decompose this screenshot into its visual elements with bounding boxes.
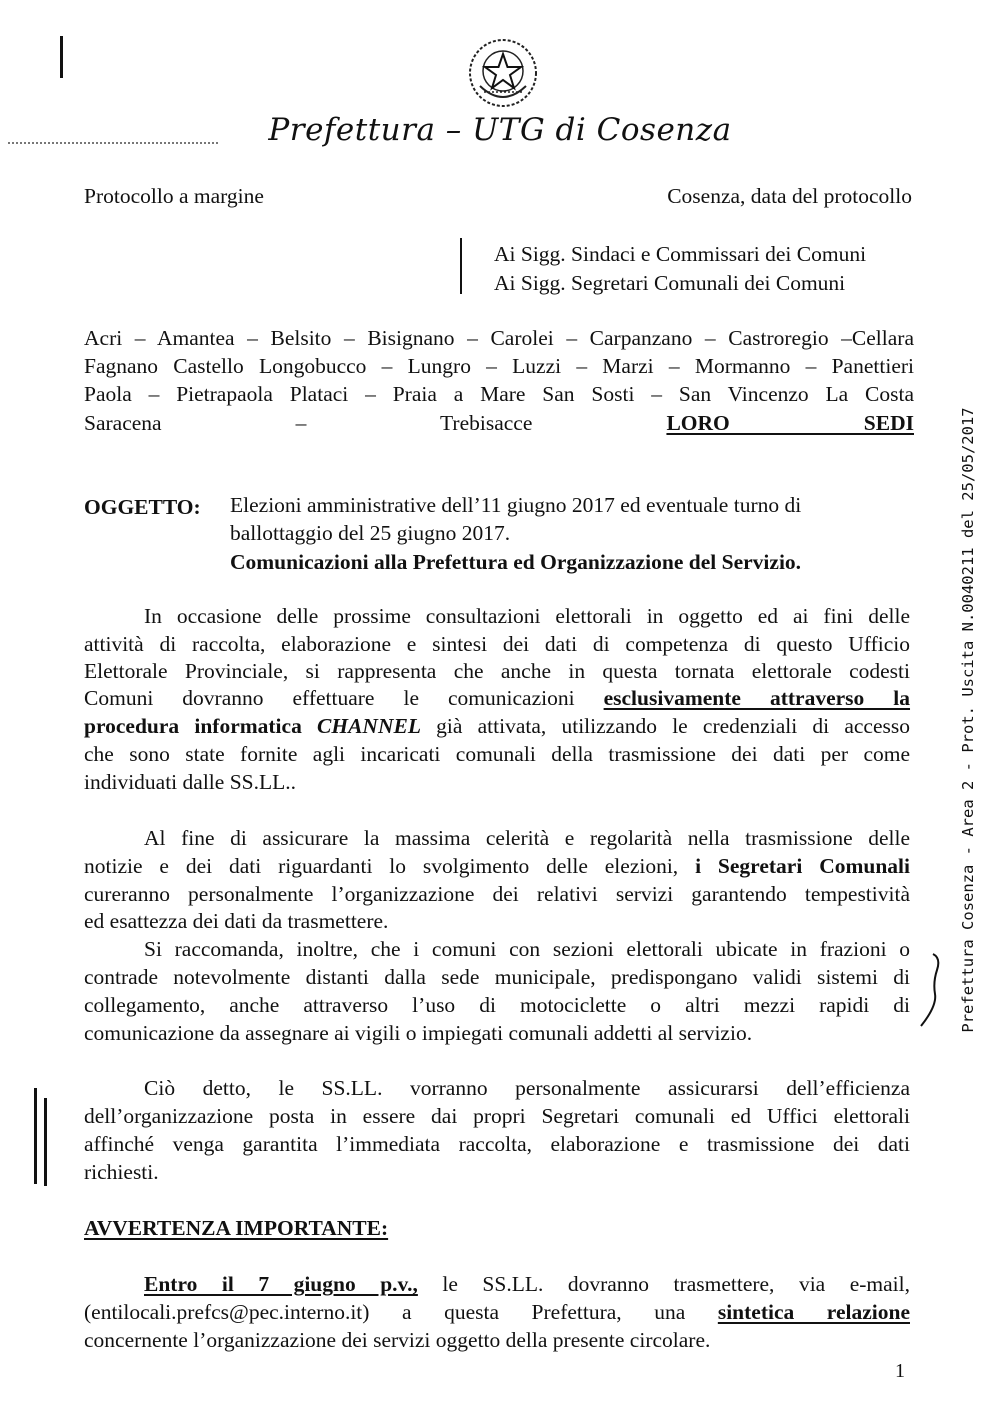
body-line: ed esattezza dei dati da trasmettere.	[84, 909, 389, 933]
subject-heading: Comunicazioni alla Prefettura ed Organizzazione del Servizio.	[230, 550, 802, 574]
handwritten-mark	[915, 950, 945, 1030]
body-text: le SS.LL. dovranno trasmettere, via e-mail,	[442, 1272, 911, 1296]
email-text: (entilocali.prefcs@pec.interno.it) a questa Prefettura, una	[84, 1300, 686, 1324]
body-line	[84, 856, 910, 878]
loro-sedi: LORO SEDI	[666, 411, 914, 435]
margin-mark	[44, 1098, 47, 1186]
warning-title: AVVERTENZA IMPORTANTE:	[84, 1216, 389, 1240]
place-date: Cosenza, data del protocollo	[667, 184, 912, 208]
channel-name: CHANNEL	[317, 714, 421, 738]
body-line: richiesti.	[84, 1160, 159, 1184]
protocol-note: Protocollo a margine	[84, 184, 264, 208]
municipalities-line: Paola – Pietrapaola Plataci – Praia a Mare San Sosti – San Vincenzo La Costa	[84, 382, 914, 406]
recipients-bracket	[460, 238, 462, 294]
municipalities-last: Saracena – Trebisacce	[84, 411, 533, 435]
italian-republic-emblem-icon	[466, 36, 540, 110]
subject-line: ballottaggio del 25 giugno 2017.	[230, 521, 511, 545]
body-line: individuati dalle SS.LL..	[84, 770, 296, 794]
municipalities-line: Fagnano Castello Longobucco – Lungro – Luzzi – Marzi – Mormanno – Panettieri	[84, 354, 914, 378]
body-line	[84, 716, 910, 738]
recipient-line: Ai Sigg. Segretari Comunali dei Comuni	[494, 271, 846, 295]
body-text: notizie e dei dati riguardanti lo svolgimento delle elezioni,	[84, 854, 679, 878]
body-line	[84, 688, 910, 710]
header-dotted-line	[8, 142, 218, 144]
emphasis-text: i Segretari Comunali	[695, 854, 910, 878]
body-line	[84, 1302, 910, 1324]
emphasis-text: esclusivamente attraverso la	[603, 686, 911, 710]
emphasis-text: procedura informatica	[84, 714, 302, 738]
body-line: concernente l’organizzazione dei servizi oggetto della presente circolare.	[84, 1328, 711, 1352]
office-header-title: Prefettura – UTG di Cosenza	[268, 112, 732, 148]
deadline-text: Entro il 7 giugno p.v.,	[144, 1272, 418, 1296]
protocol-stamp: Prefettura Cosenza - Area 2 - Prot. Uscita N.0040211 del 25/05/2017	[959, 407, 977, 1033]
body-line	[84, 1274, 910, 1296]
body-line: dell’organizzazione posta in essere dai propri Segretari comunali ed Uffici elettorali	[84, 1104, 910, 1128]
municipalities-line: Acri – Amantea – Belsito – Bisignano – Carolei – Carpanzano – Castroregio –Cellara	[84, 326, 914, 350]
emphasis-text: sintetica relazione	[717, 1300, 910, 1324]
body-line: attività di raccolta, elaborazione e sintesi dei dati di competenza di questo Ufficio	[84, 632, 910, 656]
body-line: In occasione delle prossime consultazioni elettorali in oggetto ed ai fini delle	[144, 604, 910, 628]
body-line: Al fine di assicurare la massima celerità e regolarità nella trasmissione delle	[144, 826, 910, 850]
body-line: Elettorale Provinciale, si rappresenta che anche in questa tornata elettorale codesti	[84, 659, 910, 683]
body-line: contrade notevolmente distanti dalla sede municipale, predispongano validi sistemi di	[84, 965, 910, 989]
body-line: cureranno personalmente l’organizzazione dei relativi servizi garantendo tempestività	[84, 882, 910, 906]
body-line: collegamento, anche attraverso l’uso di motociclette o altri mezzi rapidi di	[84, 993, 910, 1017]
margin-mark	[34, 1088, 37, 1184]
municipalities-line	[84, 413, 914, 435]
subject-line: Elezioni amministrative dell’11 giugno 2017 ed eventuale turno di	[230, 493, 802, 517]
margin-mark	[60, 36, 63, 78]
body-text: Comuni dovranno effettuare le comunicazioni	[84, 686, 575, 710]
body-line: Si raccomanda, inoltre, che i comuni con sezioni elettorali ubicate in frazioni o	[144, 937, 910, 961]
body-line: affinché venga garantita l’immediata raccolta, elaborazione e trasmissione dei dati	[84, 1132, 910, 1156]
recipient-line: Ai Sigg. Sindaci e Commissari dei Comuni	[494, 242, 867, 266]
body-text: già attivata, utilizzando le credenziali di accesso	[436, 714, 911, 738]
body-line: Ciò detto, le SS.LL. vorranno personalmente assicurarsi dell’efficienza	[144, 1076, 910, 1100]
body-line: comunicazione da assegnare ai vigili o impiegati comunali addetti al servizio.	[84, 1021, 753, 1045]
subject-label: OGGETTO:	[84, 495, 201, 519]
body-line: che sono state fornite agli incaricati comunali della trasmissione dei dati per come	[84, 742, 910, 766]
page-number: 1	[895, 1360, 905, 1382]
